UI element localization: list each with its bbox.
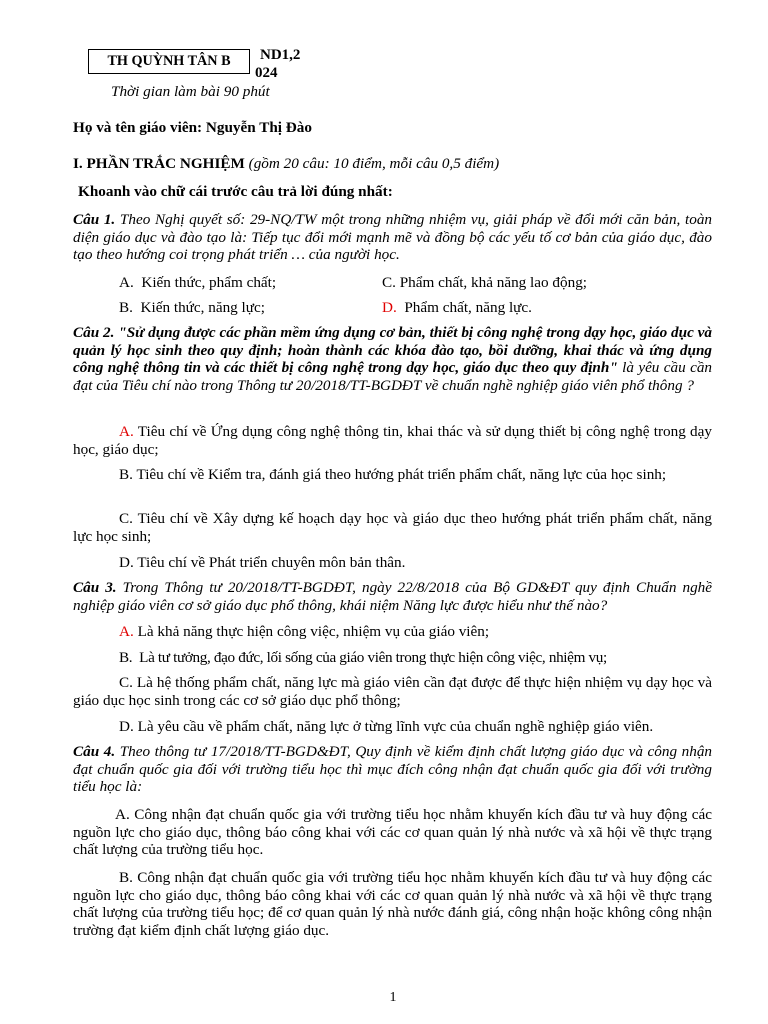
question-2-text: là yêu cầu cần đạt của Tiêu chí nào trong Thông tư 20/2018/TT-BGDĐT về chuẩn nghề nghiệp giáo viên phổ thông ? [73,359,713,394]
question-2-quote: "Sử dụng được các phần mềm ứng dụng cơ bản, thiết bị công nghệ trong dạy học, giáo dục và quản lý học sinh theo quy định; hoàn thành các khóa đào tạo, bồi dưỡng, khai thác và ứng dụng công nghệ thông tin và các thiết bị công nghệ trong dạy học, giáo dục theo quy định" [73,324,713,376]
section-heading [73,155,499,173]
q1-answer-letter: D. [382,299,397,316]
q2-answer-letter: A. [119,423,134,440]
q2-option-a[interactable]: A. Tiêu chí về Ứng dụng công nghệ thông tin, khai thác và sử dụng thiết bị công nghệ trong dạy học, giáo dục; [73,423,712,458]
teacher-label: Họ và tên giáo viên [73,119,198,136]
q1-option-c[interactable]: C. Phẩm chất, khả năng lao động; [382,274,588,291]
question-4 [73,743,712,796]
q4-option-b[interactable]: B. Công nhận đạt chuẩn quốc gia với trường tiểu học nhằm khuyến kích đầu tư và huy động các nguồn lực cho giáo dục, thông báo công khai với các cơ quan quản lý nhà nước và xã hội về thực trạng chất lượng của trường tiểu học; để cơ quan quản lý nhà nước đánh giá, công nhận hoặc không công nhận trường đạt kiểm định chất lượng giáo dục. [73,869,713,939]
question-4-label: Câu 4. [73,743,116,760]
q1-option-b[interactable]: B. Kiến thức, năng lực; [119,299,265,316]
teacher-line: Họ và tên giáo viên: Nguyễn Thị Đào [73,119,312,136]
instruction: Khoanh vào chữ cái trước câu trả lời đúng nhất: [78,183,393,200]
question-2-label: Câu 2. [73,324,115,341]
q2-option-d[interactable]: D. Tiêu chí về Phát triển chuyên môn bản thân. [119,554,406,571]
q1-option-d[interactable]: D. Phẩm chất, năng lực. [382,299,532,316]
question-3 [73,579,712,614]
exam-duration: Thời gian làm bài 90 phút [111,83,270,100]
question-3-label: Câu 3. [73,579,117,596]
q3-answer-letter: A. [119,623,134,640]
q3-option-d[interactable]: D. Là yêu cầu về phẩm chất, năng lực ở từng lĩnh vực của chuẩn nghề nghiệp giáo viên. [119,718,654,735]
question-1-text: Theo Nghị quyết số: 29-NQ/TW một trong những nhiệm vụ, giải pháp về đổi mới căn bản, toàn diện giáo dục và đào tạo là: Tiếp tục đổi mới mạnh mẽ và đồng bộ các yếu tố cơ bản của giáo dục, đào tạo theo hướng coi trọng phát triển … của người học. [73,211,713,263]
q2-option-c[interactable]: C. Tiêu chí về Xây dựng kế hoạch dạy học và giáo dục theo hướng phát triển phẩm chất, năng lực học sinh; [73,510,712,545]
q3-option-c[interactable]: C. Là hệ thống phẩm chất, năng lực mà giáo viên cần đạt được để thực hiện nhiệm vụ dạy học và giáo dục học sinh trong các cơ sở giáo dục phổ thông; [73,674,713,709]
question-3-text: Trong Thông tư 20/2018/TT-BGDĐT, ngày 22/8/2018 của Bộ GD&ĐT quy định Chuẩn nghề nghiệp giáo viên cơ sở giáo dục phổ thông, khái niệm Năng lực được hiểu như thế nào? [73,579,713,614]
question-1-label: Câu 1. [73,211,116,228]
exam-code: ND1,2 [260,47,301,63]
school-name: TH QUỲNH TÂN B [107,53,231,69]
q4-option-a[interactable]: A. Công nhận đạt chuẩn quốc gia với trường tiểu học nhằm khuyến kích đầu tư và huy động các nguồn lực cho giáo dục, thông báo công khai với các cơ quan quản lý nhà nước và xã hội về thực trạng chất lượng của trường tiểu học. [73,806,713,858]
q3-option-a[interactable]: A. Là khả năng thực hiện công việc, nhiệm vụ của giáo viên; [119,623,490,640]
school-name-box [88,49,250,74]
q1-option-a[interactable]: A. Kiến thức, phẩm chất; [119,274,277,291]
section-note: (gồm 20 câu: 10 điểm, mỗi câu 0,5 điểm) [248,155,500,172]
q2-option-b[interactable]: B. Tiêu chí về Kiểm tra, đánh giá theo hướng phát triển phẩm chất, năng lực của học sinh; [119,466,667,483]
page-number: 1 [389,990,397,1005]
teacher-name: Nguyễn Thị Đào [205,119,312,136]
question-4-text: Theo thông tư 17/2018/TT-BGD&ĐT, Quy định về kiểm định chất lượng giáo dục và công nhận đạt chuẩn quốc gia đối với trường tiểu học thì mục đích công nhận đạt chuẩn quốc gia đối với trường tiểu học là: [73,743,713,795]
section-title: I. PHẦN TRẮC NGHIỆM [73,155,245,172]
q3-option-b[interactable]: B. Là tư tưởng, đạo đức, lối sống của giáo viên trong thực hiện công việc, nhiệm vụ; [119,649,607,666]
question-1 [73,211,712,264]
question-2 [73,324,712,394]
school-year-fragment: 024 [255,65,278,81]
